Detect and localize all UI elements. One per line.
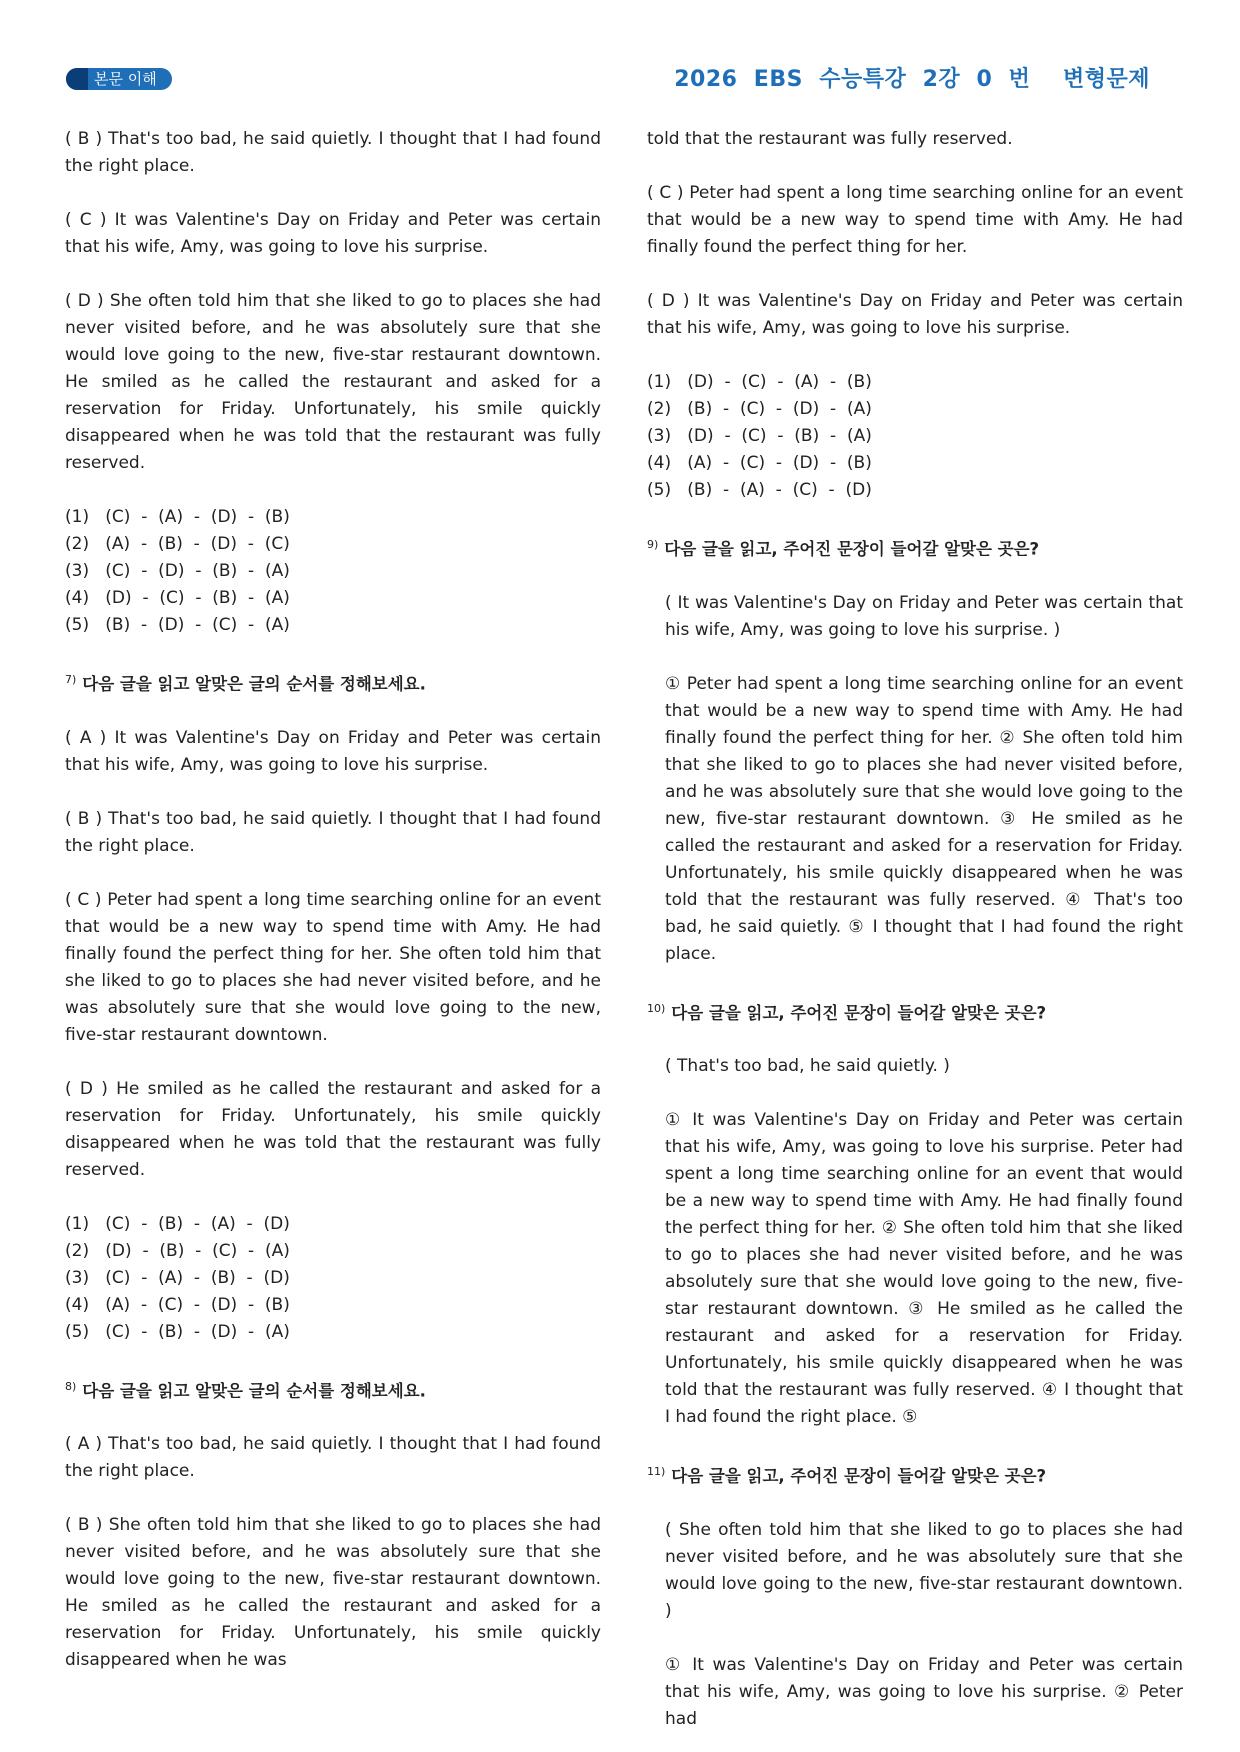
spacer: [647, 644, 1183, 671]
answer-option: (1) (C) - (B) - (A) - (D): [65, 1213, 290, 1234]
spacer: [65, 1485, 601, 1512]
passage-paragraph: ( D ) She often told him that she liked to go to places she had never visited before, and he was absolutely sure that she would love going to the new, five-star restaurant downtown. He smiled as he called the restaurant and asked for a reservation for Friday. Unfortunately, his smile quickly disappeared when he was told that the restaurant was fully reserved.: [65, 291, 601, 473]
spacer: [647, 1625, 1183, 1652]
spacer: [65, 698, 601, 725]
passage-paragraph: ( D ) He smiled as he called the restaurant and asked for a reservation for Friday. Unfortunately, his smile quickly disappeared when he was told that the restaurant was fully reserved.: [65, 1078, 601, 1180]
passage-paragraph: ( C ) Peter had spent a long time searching online for an event that would be a new way to spend time with Amy. He had finally found the perfect thing for her.: [647, 183, 1183, 257]
spacer: [65, 261, 601, 288]
passage-paragraph: ( B ) That's too bad, he said quietly. I thought that I had found the right place.: [65, 808, 601, 856]
passage-paragraph: ( C ) Peter had spent a long time searching online for an event that would be a new way to spend time with Amy. He had finally found the perfect thing for her. She often told him that she liked to go to places she had never visited before, and he was absolutely sure that she would love going to the new, five-star restaurant downtown.: [65, 889, 601, 1045]
question-text: 다음 글을 읽고 알맞은 글의 순서를 정해보세요.: [82, 674, 426, 694]
passage-paragraph: ( C ) It was Valentine's Day on Friday and Peter was certain that his wife, Amy, was going to love his surprise.: [65, 210, 601, 257]
spacer: [65, 860, 601, 887]
question-text: 다음 글을 읽고, 주어진 문장이 들어갈 알맞은 곳은?: [664, 539, 1040, 559]
passage-paragraph: ( B ) She often told him that she liked to go to places she had never visited before, and he was absolutely sure that she would love going to the new, five-star restaurant downtown. He smiled as he called the restaurant and asked for a reservation for Friday. Unfortunately, his smile quickly disappeared when he was: [65, 1515, 601, 1670]
answer-option: (3) (C) - (A) - (B) - (D): [65, 1267, 290, 1288]
left-column: [65, 126, 601, 1674]
answer-option: (3) (D) - (C) - (B) - (A): [647, 426, 872, 446]
document-title: 2026 EBS 수능특강 2강 0 번 변형문제: [674, 67, 1150, 92]
answer-option: (2) (D) - (B) - (C) - (A): [65, 1240, 290, 1261]
passage-paragraph: ( A ) It was Valentine's Day on Friday and Peter was certain that his wife, Amy, was going to love his surprise.: [65, 727, 601, 775]
question-number: 7): [65, 673, 77, 686]
spacer: [647, 504, 1183, 531]
page-header: [66, 62, 1150, 96]
spacer: [65, 1049, 601, 1076]
passage-paragraph: ① It was Valentine's Day on Friday and Peter was certain that his wife, Amy, was going to love his surprise. Peter had spent a long time searching online for an event that would be a new way to spend time with Amy. He had finally found the perfect thing for her. ② She often told him that she liked to go to places she had never visited before, and he was absolutely sure that she would love going to the new, five-star restaurant downtown. ③ He smiled as he called the restaurant and asked for a reservation for Friday. Unfortunately, his smile quickly disappeared when he was told that the restaurant was fully reserved. ④ I thought that I had found the right place. ⑤: [665, 1110, 1183, 1427]
right-column: [647, 126, 1183, 1733]
spacer: [647, 153, 1183, 180]
spacer: [65, 1404, 601, 1431]
spacer: [647, 1431, 1183, 1458]
half-circle-icon: [66, 68, 88, 90]
section-badge-label: 본문 이해: [94, 70, 157, 88]
question-heading: [647, 1458, 1183, 1490]
question-heading: [647, 995, 1183, 1027]
spacer: [65, 639, 601, 666]
spacer: [647, 261, 1183, 288]
question-number: 11): [647, 1465, 666, 1478]
answer-option: (2) (A) - (B) - (D) - (C): [65, 534, 290, 554]
spacer: [647, 563, 1183, 590]
answer-option: (5) (B) - (A) - (C) - (D): [647, 480, 872, 500]
section-badge: [66, 68, 172, 90]
passage-paragraph: ① Peter had spent a long time searching online for an event that would be a new way to spend time with Amy. He had finally found the perfect thing for her. ② She often told him that she liked to go to places she had never visited before, and he was absolutely sure that she would love going to the new, five-star restaurant downtown. ③ He smiled as he called the restaurant and asked for a reservation for Friday. Unfortunately, his smile quickly disappeared when he was told that the restaurant was fully reserved. ④ That's too bad, he said quietly. ⑤ I thought that I had found the right place.: [665, 673, 1183, 964]
answer-option: (2) (B) - (C) - (D) - (A): [647, 399, 872, 419]
question-heading: [65, 666, 601, 698]
spacer: [65, 779, 601, 806]
question-text: 다음 글을 읽고, 주어진 문장이 들어갈 알맞은 곳은?: [671, 1003, 1047, 1022]
spacer: [65, 1346, 601, 1373]
passage-paragraph: ( D ) It was Valentine's Day on Friday and Peter was certain that his wife, Amy, was going to love his surprise.: [647, 291, 1183, 338]
answer-option: (1) (C) - (A) - (D) - (B): [65, 507, 290, 527]
question-number: 8): [65, 1379, 77, 1393]
question-text: 다음 글을 읽고 알맞은 글의 순서를 정해보세요.: [82, 1381, 426, 1400]
spacer: [647, 1080, 1183, 1107]
spacer: [647, 968, 1183, 995]
answer-option: (5) (C) - (B) - (D) - (A): [65, 1321, 290, 1342]
spacer: [647, 1026, 1183, 1053]
answer-option: (1) (D) - (C) - (A) - (B): [647, 372, 872, 392]
spacer: [65, 1184, 601, 1211]
spacer: [65, 477, 601, 504]
passage-paragraph: ( A ) That's too bad, he said quietly. I thought that I had found the right place.: [65, 1434, 601, 1481]
question-heading: [65, 1373, 601, 1405]
answer-option: (3) (C) - (D) - (B) - (A): [65, 561, 290, 581]
spacer: [647, 342, 1183, 369]
spacer: [647, 1490, 1183, 1517]
question-number: 10): [647, 1001, 666, 1015]
passage-paragraph: ( It was Valentine's Day on Friday and Peter was certain that his wife, Amy, was going to love his surprise. ): [665, 592, 1183, 640]
passage-paragraph: ( B ) That's too bad, he said quietly. I thought that I had found the right place.: [65, 129, 601, 176]
answer-option: (5) (B) - (D) - (C) - (A): [65, 615, 290, 635]
answer-option: (4) (D) - (C) - (B) - (A): [65, 588, 290, 608]
question-number: 9): [647, 538, 659, 551]
passage-paragraph: ( She often told him that she liked to go to places she had never visited before, and he was absolutely sure that she would love going to the new, five-star restaurant downtown. ): [665, 1519, 1183, 1621]
question-heading: [647, 531, 1183, 563]
passage-paragraph: told that the restaurant was fully reserved.: [647, 129, 1013, 149]
passage-paragraph: ( That's too bad, he said quietly. ): [665, 1056, 950, 1076]
question-text: 다음 글을 읽고, 주어진 문장이 들어갈 알맞은 곳은?: [671, 1466, 1047, 1486]
spacer: [65, 180, 601, 207]
passage-paragraph: ① It was Valentine's Day on Friday and Peter was certain that his wife, Amy, was going to love his surprise. ② Peter had: [665, 1654, 1183, 1729]
answer-option: (4) (A) - (C) - (D) - (B): [647, 453, 872, 473]
answer-option: (4) (A) - (C) - (D) - (B): [65, 1294, 290, 1315]
